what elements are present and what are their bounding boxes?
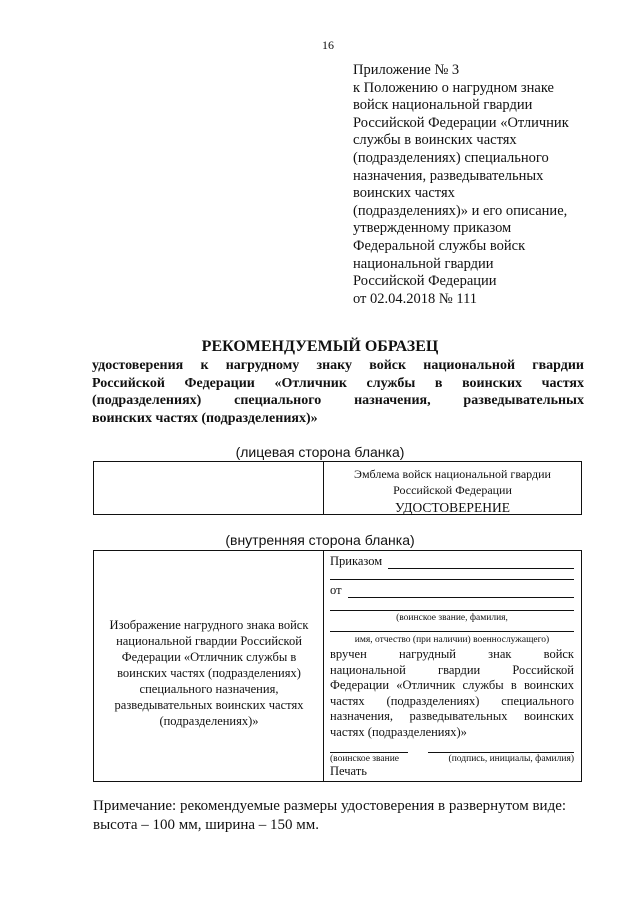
image-caption-line: разведывательных воинских частях — [114, 698, 304, 712]
image-caption-line: национальной гвардии Российской — [116, 634, 302, 648]
image-caption-line: специального назначения, — [139, 682, 279, 696]
image-caption-line: Изображение нагрудного знака войск — [109, 618, 309, 632]
rank-line — [330, 752, 408, 753]
image-caption-line: Федерации «Отличник службы в — [121, 650, 297, 664]
appendix-line: службы в воинских частях — [353, 132, 517, 149]
document-subtitle — [92, 357, 584, 427]
appendix-line: Федеральной службы войск — [353, 237, 526, 254]
note — [93, 797, 583, 835]
awarded-line: вручен нагрудный знак войск — [330, 647, 574, 661]
signature-line — [428, 752, 574, 753]
appendix-line: к Положению о нагрудном знаке — [353, 79, 554, 96]
order-line — [388, 568, 574, 569]
certificate-heading: УДОСТОВЕРЕНИЕ — [395, 500, 510, 515]
awarded-line: назначения, разведывательных воинских — [330, 709, 574, 723]
front-side-form — [93, 461, 582, 515]
emblem-line: Эмблема войск национальной гвардии — [354, 467, 551, 481]
emblem-line: Российской Федерации — [393, 483, 512, 497]
inside-side-form — [93, 550, 582, 782]
rank-name-hint: (воинское звание, фамилия, — [396, 613, 508, 623]
appendix-line: от 02.04.2018 № 111 — [353, 290, 478, 307]
appendix-header — [353, 62, 613, 308]
from-label: от — [330, 583, 342, 597]
image-caption-line: (подразделениях)» — [159, 714, 259, 728]
subtitle-line: Российской Федерации «Отличник службы в воинских частях — [92, 375, 584, 391]
order-label: Приказом — [330, 554, 383, 568]
appendix-line: назначения, разведывательных — [353, 167, 544, 184]
appendix-line: Российской Федерации — [353, 273, 497, 290]
from-line — [348, 597, 574, 598]
note-line: Примечание: рекомендуемые размеры удостоверения в развернутом виде: — [93, 798, 567, 814]
appendix-line: (подразделениях) специального — [353, 149, 549, 166]
page-number: 16 — [322, 38, 334, 52]
appendix-line: Российской Федерации «Отличник — [353, 114, 569, 131]
inside-right-panel — [330, 551, 574, 779]
front-side-caption: (лицевая сторона бланка) — [235, 444, 405, 460]
inside-side-caption: (внутренняя сторона бланка) — [225, 532, 415, 548]
form-divider — [323, 551, 324, 781]
note-line: высота – 100 мм, ширина – 150 мм. — [93, 817, 320, 833]
appendix-line: войск национальной гвардии — [353, 97, 533, 114]
awarded-line: частях (подразделениях)» — [330, 724, 467, 739]
blank-line — [330, 598, 574, 611]
seal-label: Печать — [330, 764, 367, 778]
awarded-text — [330, 647, 574, 740]
appendix-line: Приложение № 3 — [353, 62, 460, 78]
subtitle-line: воинских частях (подразделениях)» — [92, 410, 318, 426]
order-row — [330, 553, 574, 569]
rank-hint: (воинское звание — [330, 754, 400, 764]
signature-hint: (подпись, инициалы, фамилия) — [448, 754, 574, 764]
image-caption-line: воинских частях (подразделениях) — [117, 666, 301, 680]
blank-line — [330, 569, 574, 580]
signature-hints — [330, 754, 574, 764]
awarded-line: национальной гвардии Российской — [330, 662, 574, 677]
subtitle-line: удостоверения к нагрудному знаку войск национальной гвардии — [92, 358, 584, 373]
subtitle-line: (подразделениях) специального назначения, разведывательных — [92, 393, 584, 408]
appendix-line: утвержденному приказом — [353, 220, 512, 237]
badge-image-placeholder — [100, 617, 318, 729]
patronymic-hint: имя, отчество (при наличии) военнослужащего) — [354, 635, 550, 645]
awarded-line: Федерации «Отличник службы в воинских — [330, 678, 574, 692]
blank-line — [330, 623, 574, 632]
signature-lines — [330, 752, 574, 753]
appendix-line: воинских частях — [353, 185, 455, 202]
front-right-panel — [324, 466, 581, 516]
appendix-line: (подразделениях)» и его описание, — [353, 202, 568, 219]
awarded-line: частях (подразделениях) специального — [330, 693, 574, 708]
document-title: РЕКОМЕНДУЕМЫЙ ОБРАЗЕЦ — [201, 338, 439, 355]
from-row — [330, 582, 574, 598]
appendix-line: национальной гвардии — [353, 255, 494, 272]
